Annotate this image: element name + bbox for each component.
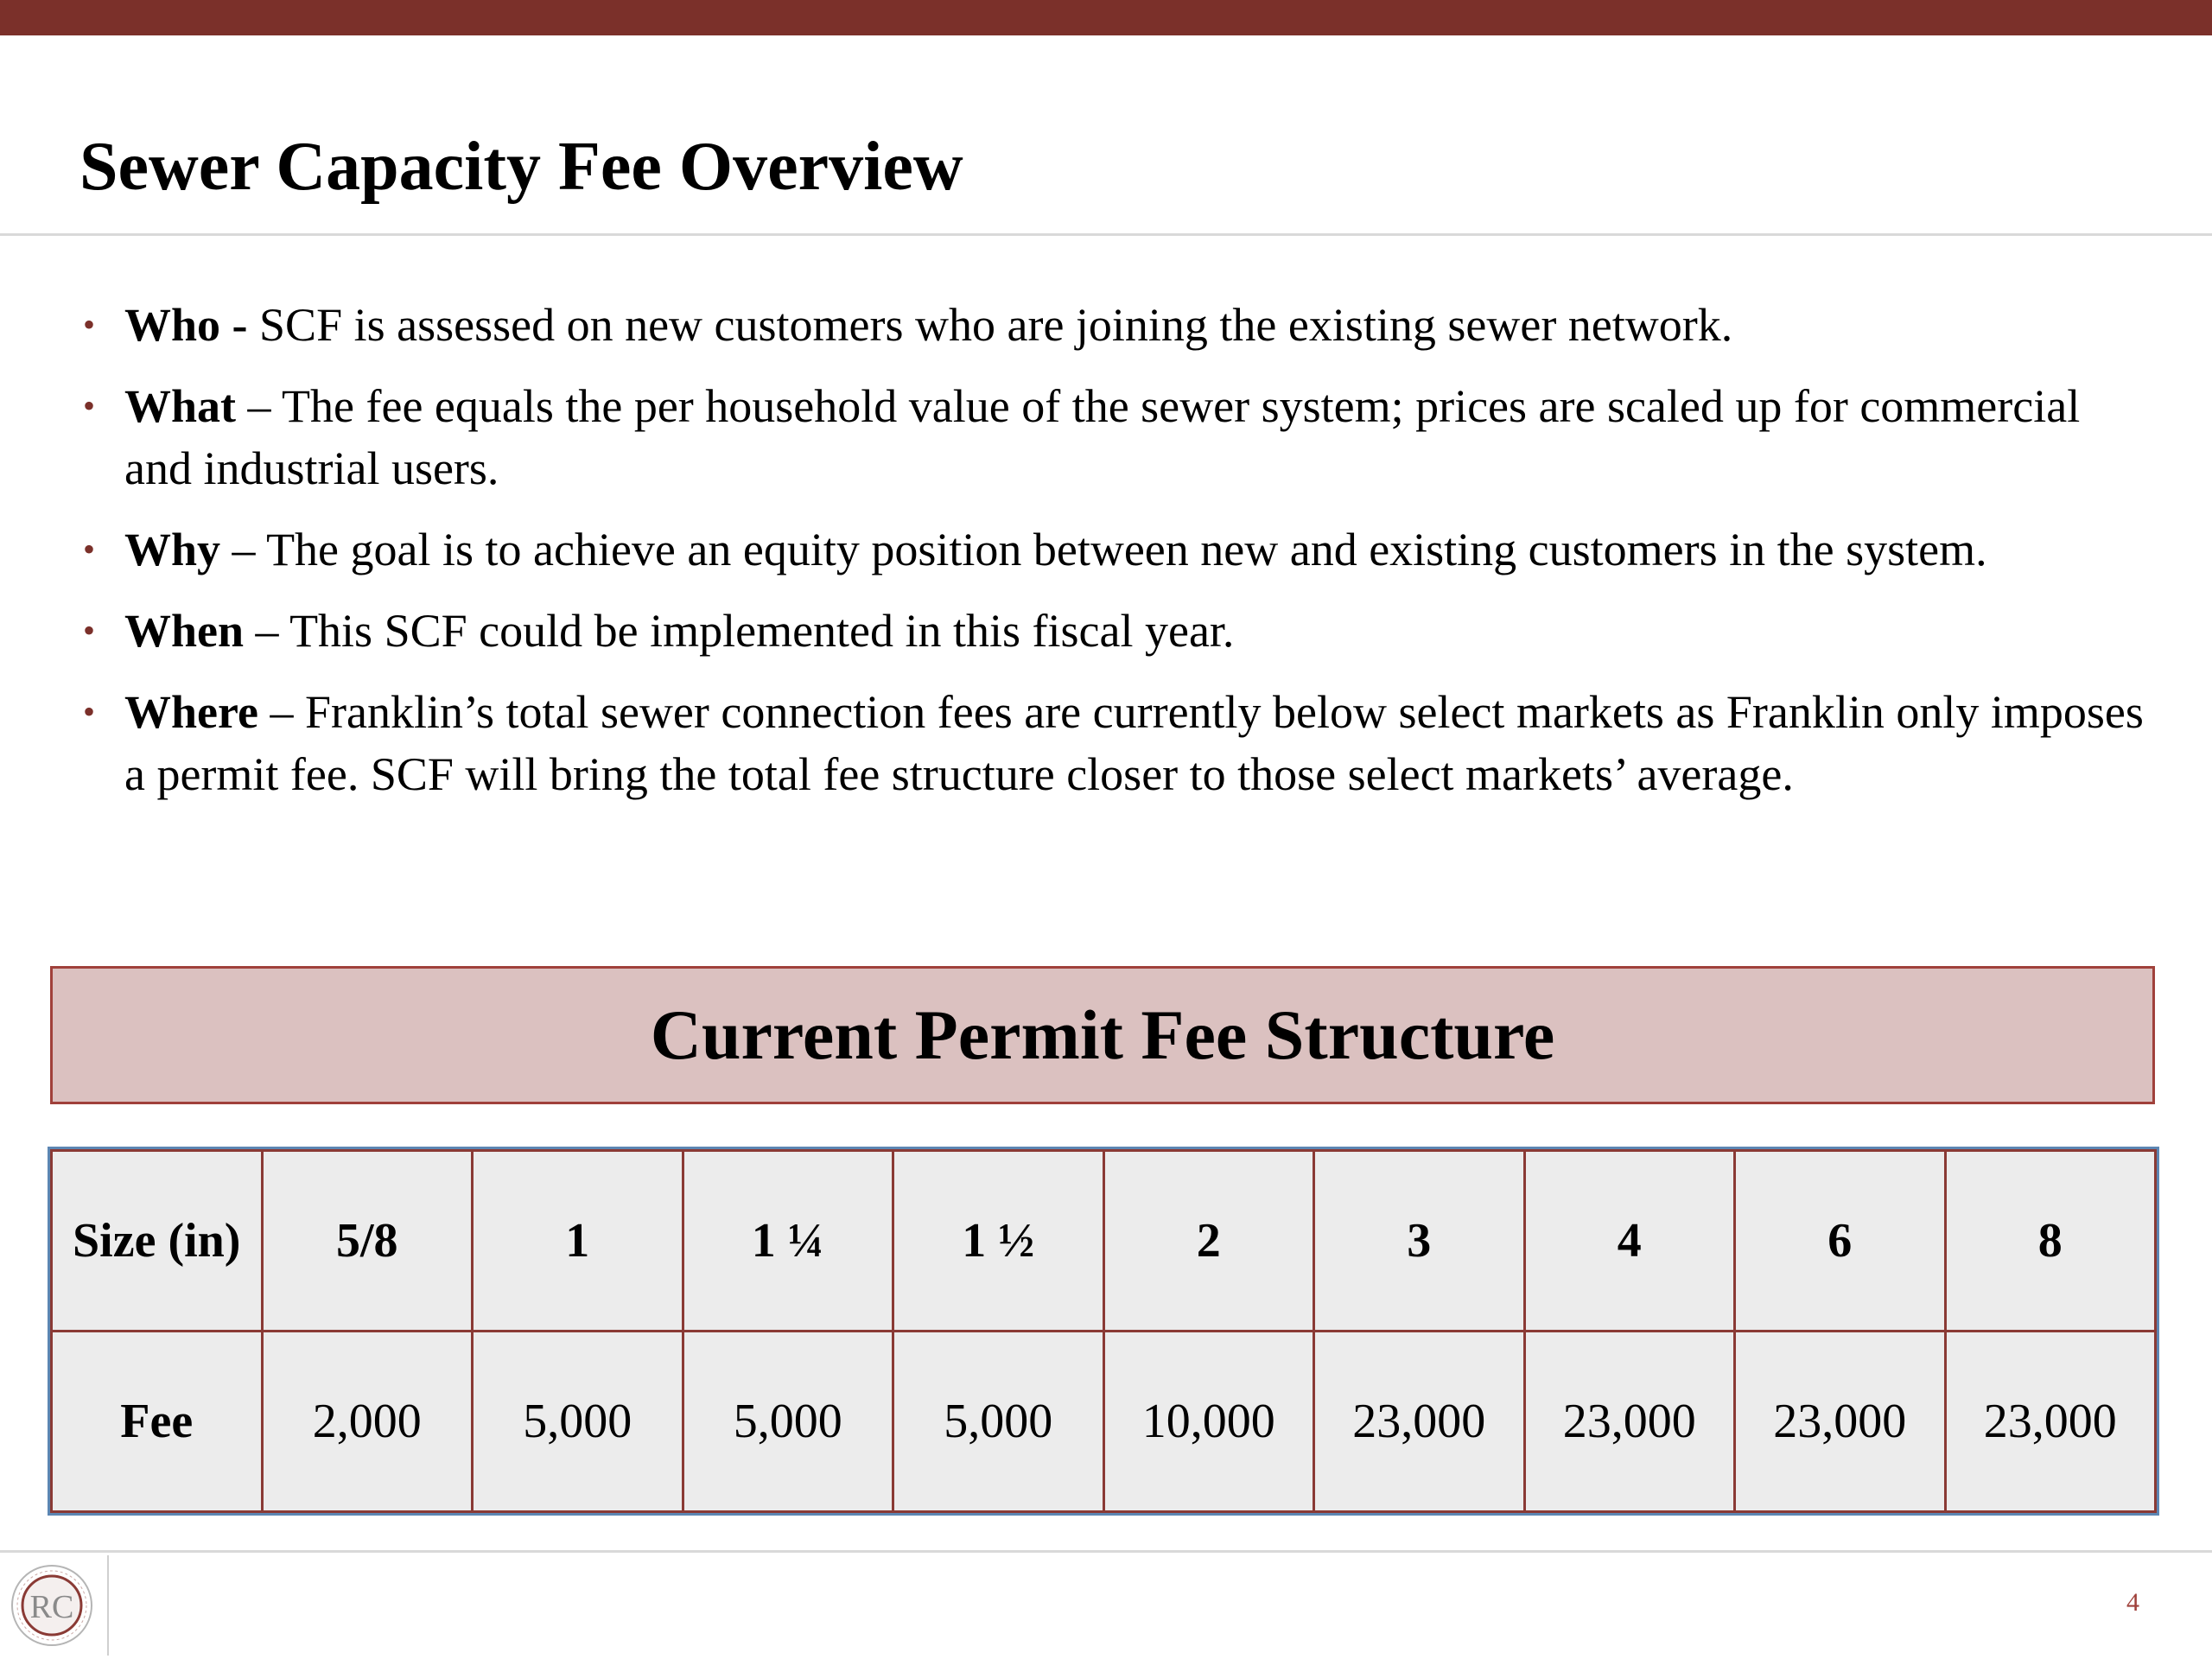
size-cell: 5/8 (262, 1151, 473, 1332)
company-seal-logo-icon (5, 1562, 99, 1649)
bullet-label: Who - (124, 299, 248, 351)
bullet-label: Why (124, 524, 221, 575)
fee-table-title: Current Permit Fee Structure (650, 995, 1555, 1074)
bullet-where (78, 681, 2152, 805)
bullet-label: When (124, 605, 245, 657)
fee-header-cell: Fee (52, 1332, 263, 1512)
fee-cell: 5,000 (893, 1332, 1104, 1512)
permit-fee-table (50, 1149, 2157, 1513)
size-header-label: Size (in) (73, 1214, 241, 1268)
bullet-text: – This SCF could be implemented in this fiscal year. (244, 605, 1235, 657)
bullet-text: – Franklin’s total sewer connection fees are currently below select markets as Franklin only imposes a permit fee. SCF will bring the total fee structure closer to those select markets’ average. (124, 686, 2144, 800)
size-cell: 4 (1524, 1151, 1735, 1332)
fee-cell: 10,000 (1103, 1332, 1314, 1512)
logo-initials: RC (29, 1589, 74, 1625)
size-cell: 2 (1103, 1151, 1314, 1332)
size-cell: 1 ¼ (683, 1151, 893, 1332)
fee-cell: 2,000 (262, 1332, 473, 1512)
bullet-list (78, 294, 2152, 824)
footer-divider (0, 1550, 2212, 1553)
bullet-what (78, 375, 2152, 499)
title-divider (0, 233, 2212, 236)
size-cell: 8 (1945, 1151, 2156, 1332)
fee-cell: 23,000 (1314, 1332, 1525, 1512)
fee-cell: 5,000 (683, 1332, 893, 1512)
fee-row (52, 1332, 2156, 1512)
fee-cell: 5,000 (473, 1332, 683, 1512)
size-cell: 1 ½ (893, 1151, 1104, 1332)
bullet-dot-icon: • (83, 530, 96, 569)
bullet-text: – The goal is to achieve an equity position between new and existing customers in the system. (220, 524, 1987, 575)
logo-container (0, 1555, 109, 1656)
bullet-when (78, 600, 2152, 662)
bullet-who (78, 294, 2152, 356)
page-number: 4 (2126, 1588, 2139, 1617)
size-cell: 1 (473, 1151, 683, 1332)
bullet-label: Where (124, 686, 258, 738)
fee-cell: 23,000 (1735, 1332, 1946, 1512)
bullet-dot-icon: • (83, 692, 96, 731)
top-accent-bar (0, 0, 2212, 35)
size-cell: 3 (1314, 1151, 1525, 1332)
bullet-dot-icon: • (83, 611, 96, 650)
fee-cell: 23,000 (1945, 1332, 2156, 1512)
bullet-text: SCF is assessed on new customers who are joining the existing sewer network. (247, 299, 1733, 351)
size-row (52, 1151, 2156, 1332)
size-cell: 6 (1735, 1151, 1946, 1332)
fee-table-banner (50, 966, 2155, 1104)
bullet-label: What (124, 380, 237, 432)
slide-title: Sewer Capacity Fee Overview (79, 129, 963, 205)
size-header-cell (52, 1151, 263, 1332)
bullet-dot-icon: • (83, 305, 96, 344)
bullet-text: – The fee equals the per household value of the sewer system; prices are scaled up for commercial and industrial users. (124, 380, 2081, 494)
fee-cell: 23,000 (1524, 1332, 1735, 1512)
bullet-dot-icon: • (83, 386, 96, 425)
bullet-why (78, 518, 2152, 581)
